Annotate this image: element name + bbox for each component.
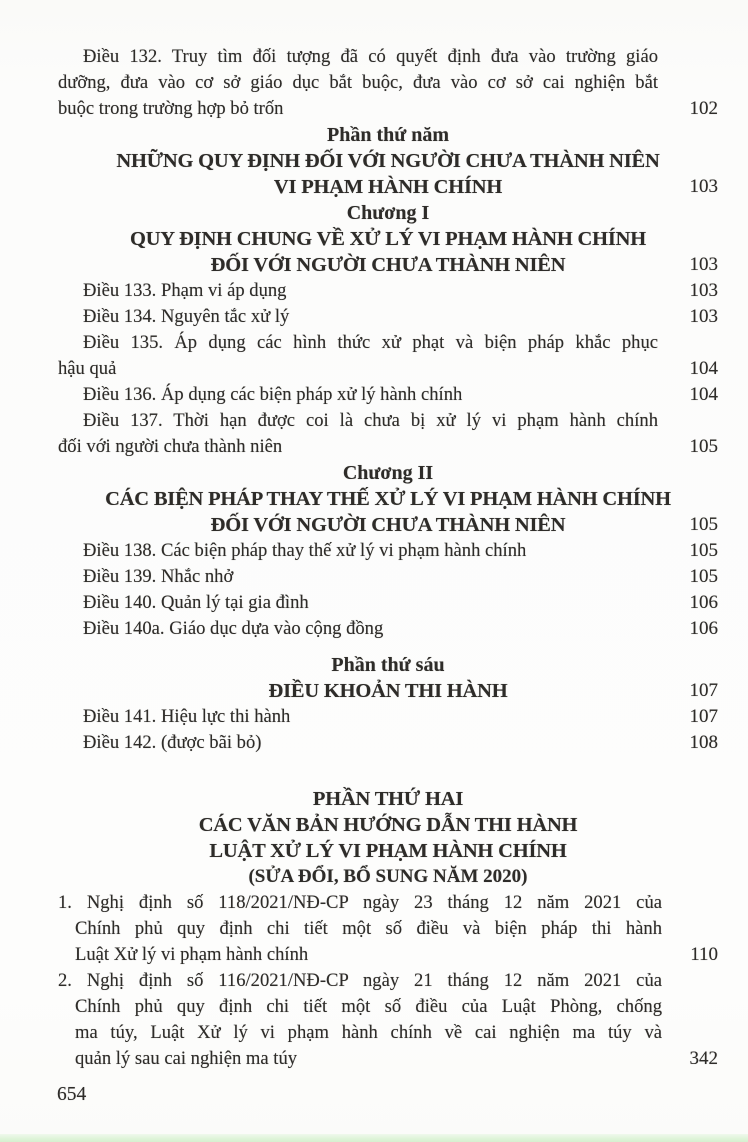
chapter-title [58,226,718,252]
toc-entry-text: Điều 133. Phạm vi áp dụng [83,280,287,301]
toc-entry-text: Điều 137. Thời hạn được coi là chưa bị xử lý vi phạm hành chính [83,410,658,431]
toc-page-number: 105 [689,566,718,587]
chapter-title [58,252,718,278]
part-title [58,812,718,838]
chapter-heading-text: Chương II [342,462,434,484]
toc-entry-text: Điều 136. Áp dụng các biện pháp xử lý hành chính [83,384,463,405]
toc-entry-line [58,616,718,642]
toc-page-number: 103 [689,280,718,301]
part-title [58,148,718,174]
chapter-heading [58,200,718,226]
toc-entry-text: Điều 138. Các biện pháp thay thế xử lý vi phạm hành chính [83,540,527,561]
table-of-contents [58,44,718,1072]
decree-item-line [58,1046,718,1072]
chapter-title-text: ĐỐI VỚI NGƯỜI CHƯA THÀNH NIÊN [210,514,566,536]
part-heading [58,786,718,812]
part-title-text: VI PHẠM HÀNH CHÍNH [273,176,503,198]
toc-entry-text: buộc trong trường hợp bỏ trốn [58,98,284,119]
part-subtitle-text: (SỬA ĐỔI, BỔ SUNG NĂM 2020) [248,866,528,887]
toc-entry-text: Điều 141. Hiệu lực thi hành [83,706,291,727]
chapter-heading [58,460,718,486]
decree-item-text: Chính phủ quy định chi tiết một số điều của Luật Phòng, chống [75,996,662,1017]
decree-item-line [58,942,718,968]
part-title-text: NHỮNG QUY ĐỊNH ĐỐI VỚI NGƯỜI CHƯA THÀNH NIÊN [116,150,660,172]
toc-entry-line [58,434,718,460]
toc-entry-text: Điều 135. Áp dụng các hình thức xử phạt và biện pháp khắc phục [83,332,658,353]
toc-entry-line [58,304,718,330]
decree-item-line [58,994,718,1020]
toc-entry-line [58,278,718,304]
toc-page-number: 105 [689,540,718,561]
toc-entry-line [58,704,718,730]
toc-entry-text: Điều 132. Truy tìm đối tượng đã có quyết định đưa vào trường giáo [83,46,658,67]
toc-page-number: 105 [689,436,718,457]
toc-entry-line [58,538,718,564]
part-title [58,678,718,704]
part-subtitle [58,864,718,890]
decree-item-text: 2. Nghị định số 116/2021/NĐ-CP ngày 21 tháng 12 năm 2021 của [58,970,662,991]
toc-entry-line [58,330,718,356]
decree-item-text: Luật Xử lý vi phạm hành chính [75,944,309,965]
toc-entry-text: hậu quả [58,358,117,379]
toc-entry-text: Điều 140a. Giáo dục dựa vào cộng đồng [83,618,384,639]
toc-entry-line [58,44,718,70]
toc-page-number: 110 [690,944,718,965]
chapter-title-text: QUY ĐỊNH CHUNG VỀ XỬ LÝ VI PHẠM HÀNH CHÍNH [129,228,647,250]
decree-item-line [58,890,718,916]
toc-page-number: 108 [689,732,718,753]
part-heading-text: Phần thứ sáu [331,654,445,676]
decree-item-text: quản lý sau cai nghiện ma túy [75,1048,298,1069]
toc-entry-text: Điều 134. Nguyên tắc xử lý [83,306,290,327]
chapter-title-text: CÁC BIỆN PHÁP THAY THẾ XỬ LÝ VI PHẠM HÀNH CHÍNH [105,488,671,510]
toc-entry-line [58,96,718,122]
toc-page-number: 104 [689,384,718,405]
toc-page-number: 105 [689,514,718,535]
decree-item-line [58,968,718,994]
part-title [58,174,718,200]
decree-item-text: 1. Nghị định số 118/2021/NĐ-CP ngày 23 tháng 12 năm 2021 của [58,892,662,913]
decree-item-text: Chính phủ quy định chi tiết một số điều và biện pháp thi hành [75,918,662,939]
toc-entry-text: Điều 140. Quản lý tại gia đình [83,592,309,613]
toc-entry-line [58,382,718,408]
toc-page-number: 103 [689,176,718,197]
toc-entry-text: Điều 139. Nhắc nhở [83,566,234,587]
part-title [58,838,718,864]
toc-page-number: 342 [689,1048,718,1069]
toc-entry-text: dưỡng, đưa vào cơ sở giáo dục bắt buộc, đưa vào cơ sở cai nghiện bắt [58,72,658,93]
chapter-title [58,512,718,538]
toc-page-number: 107 [689,706,718,727]
part-heading [58,652,718,678]
chapter-title [58,486,718,512]
toc-entry-text: Điều 142. (được bãi bỏ) [83,732,262,753]
footer-page-number: 654 [57,1084,87,1105]
toc-page-number: 104 [689,358,718,379]
toc-entry-line [58,590,718,616]
decree-item-line [58,1020,718,1046]
toc-entry-line [58,356,718,382]
toc-entry-text: đối với người chưa thành niên [58,436,283,457]
toc-page-number: 103 [689,306,718,327]
chapter-heading-text: Chương I [346,202,430,224]
part-title-text: CÁC VĂN BẢN HƯỚNG DẪN THI HÀNH [198,814,578,836]
toc-entry-line [58,70,718,96]
part-heading [58,122,718,148]
toc-page-number: 102 [689,98,718,119]
toc-page-number: 106 [689,618,718,639]
toc-page-number: 103 [689,254,718,275]
part-title-text: LUẬT XỬ LÝ VI PHẠM HÀNH CHÍNH [209,840,567,862]
chapter-title-text: ĐỐI VỚI NGƯỜI CHƯA THÀNH NIÊN [210,254,566,276]
toc-page-number: 106 [689,592,718,613]
page-bottom-edge [0,1134,748,1142]
toc-entry-line [58,730,718,756]
part-title-text: ĐIỀU KHOẢN THI HÀNH [268,680,508,702]
decree-item-text: ma túy, Luật Xử lý vi phạm hành chính về cai nghiện ma túy và [75,1022,662,1043]
toc-entry-line [58,408,718,434]
toc-page-number: 107 [689,680,718,701]
part-heading-text: Phần thứ năm [326,124,450,146]
part-heading-text: PHẦN THỨ HAI [312,788,464,810]
toc-entry-line [58,564,718,590]
decree-item-line [58,916,718,942]
